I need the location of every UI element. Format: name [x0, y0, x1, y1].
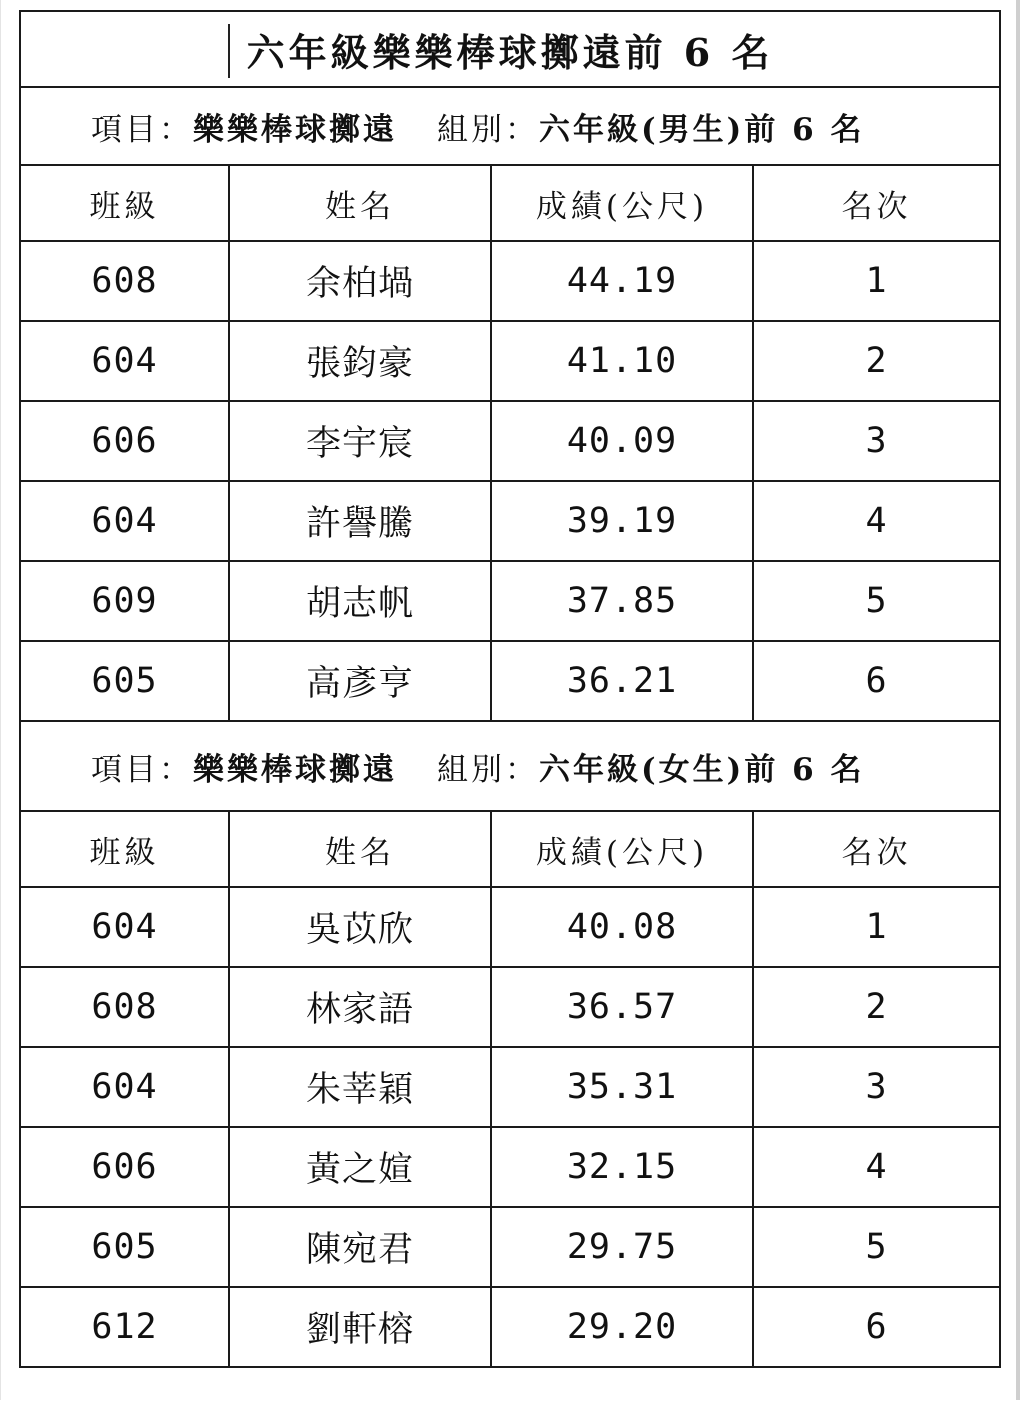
cell-score: 36.21 — [491, 641, 753, 721]
cell-class: 605 — [20, 641, 229, 721]
cell-score: 29.75 — [491, 1207, 753, 1287]
cell-name: 張鈞豪 — [229, 321, 491, 401]
column-header-rank: 名次 — [753, 811, 1000, 887]
title-row — [20, 11, 1000, 87]
cell-name: 余柏堝 — [229, 241, 491, 321]
cell-class: 608 — [20, 967, 229, 1047]
cell-class: 606 — [20, 1127, 229, 1207]
cell-score: 44.19 — [491, 241, 753, 321]
cell-name: 朱莘穎 — [229, 1047, 491, 1127]
cell-name: 胡志帆 — [229, 561, 491, 641]
table-row — [20, 401, 1000, 481]
cell-score: 40.08 — [491, 887, 753, 967]
column-header-score: 成績(公尺) — [491, 811, 753, 887]
table-row — [20, 321, 1000, 401]
cell-class: 609 — [20, 561, 229, 641]
cell-score: 32.15 — [491, 1127, 753, 1207]
page-title-text: 六年級樂樂棒球擲遠前 6 名 — [246, 29, 774, 75]
cell-class: 604 — [20, 887, 229, 967]
table-row — [20, 561, 1000, 641]
section-label: 項目： — [91, 111, 193, 148]
cell-score: 29.20 — [491, 1287, 753, 1367]
page-title — [20, 11, 1000, 87]
section-header-row — [20, 87, 1000, 165]
section-header — [20, 87, 1000, 165]
column-header-name: 姓名 — [229, 811, 491, 887]
cell-rank: 2 — [753, 967, 1000, 1047]
section-label: 項目： — [91, 751, 193, 788]
cell-name: 吳苡欣 — [229, 887, 491, 967]
table-row — [20, 887, 1000, 967]
cell-rank: 4 — [753, 481, 1000, 561]
cell-rank: 1 — [753, 241, 1000, 321]
cell-score: 35.31 — [491, 1047, 753, 1127]
cell-class: 605 — [20, 1207, 229, 1287]
section-event: 樂樂棒球擲遠 — [193, 751, 397, 788]
column-header-rank: 名次 — [753, 165, 1000, 241]
cell-rank: 1 — [753, 887, 1000, 967]
section-event: 樂樂棒球擲遠 — [193, 111, 397, 148]
cell-rank: 3 — [753, 1047, 1000, 1127]
table-row — [20, 481, 1000, 561]
cell-score: 40.09 — [491, 401, 753, 481]
table-row — [20, 1287, 1000, 1367]
section-group: 六年級(女生)前 6 名 — [539, 751, 865, 788]
column-header-name: 姓名 — [229, 165, 491, 241]
table-row — [20, 1047, 1000, 1127]
cell-name: 高彥亨 — [229, 641, 491, 721]
cell-name: 林家語 — [229, 967, 491, 1047]
table-row — [20, 241, 1000, 321]
cell-name: 許譽騰 — [229, 481, 491, 561]
section-header — [20, 721, 1000, 811]
cell-rank: 5 — [753, 1207, 1000, 1287]
table-row — [20, 967, 1000, 1047]
cell-class: 608 — [20, 241, 229, 321]
cell-name: 陳宛君 — [229, 1207, 491, 1287]
cell-class: 604 — [20, 1047, 229, 1127]
section-group-label: 組別： — [437, 111, 539, 148]
cell-rank: 2 — [753, 321, 1000, 401]
section-group-label: 組別： — [437, 751, 539, 788]
table-row — [20, 1127, 1000, 1207]
results-table — [19, 10, 1001, 1368]
cell-name: 李宇宸 — [229, 401, 491, 481]
cell-name: 劉軒榕 — [229, 1287, 491, 1367]
section-group: 六年級(男生)前 6 名 — [539, 111, 865, 148]
cell-score: 36.57 — [491, 967, 753, 1047]
cell-score: 37.85 — [491, 561, 753, 641]
section-header-row — [20, 721, 1000, 811]
cell-class: 604 — [20, 481, 229, 561]
cell-class: 606 — [20, 401, 229, 481]
column-header-class: 班級 — [20, 165, 229, 241]
table-row — [20, 1207, 1000, 1287]
cell-score: 41.10 — [491, 321, 753, 401]
cell-score: 39.19 — [491, 481, 753, 561]
cell-class: 604 — [20, 321, 229, 401]
cell-name: 黃之媗 — [229, 1127, 491, 1207]
cell-rank: 4 — [753, 1127, 1000, 1207]
column-header-class: 班級 — [20, 811, 229, 887]
cell-rank: 3 — [753, 401, 1000, 481]
cell-rank: 5 — [753, 561, 1000, 641]
column-header-row — [20, 165, 1000, 241]
text-cursor — [228, 24, 230, 78]
cell-rank: 6 — [753, 1287, 1000, 1367]
table-row — [20, 641, 1000, 721]
column-header-row — [20, 811, 1000, 887]
cell-class: 612 — [20, 1287, 229, 1367]
column-header-score: 成績(公尺) — [491, 165, 753, 241]
cell-rank: 6 — [753, 641, 1000, 721]
